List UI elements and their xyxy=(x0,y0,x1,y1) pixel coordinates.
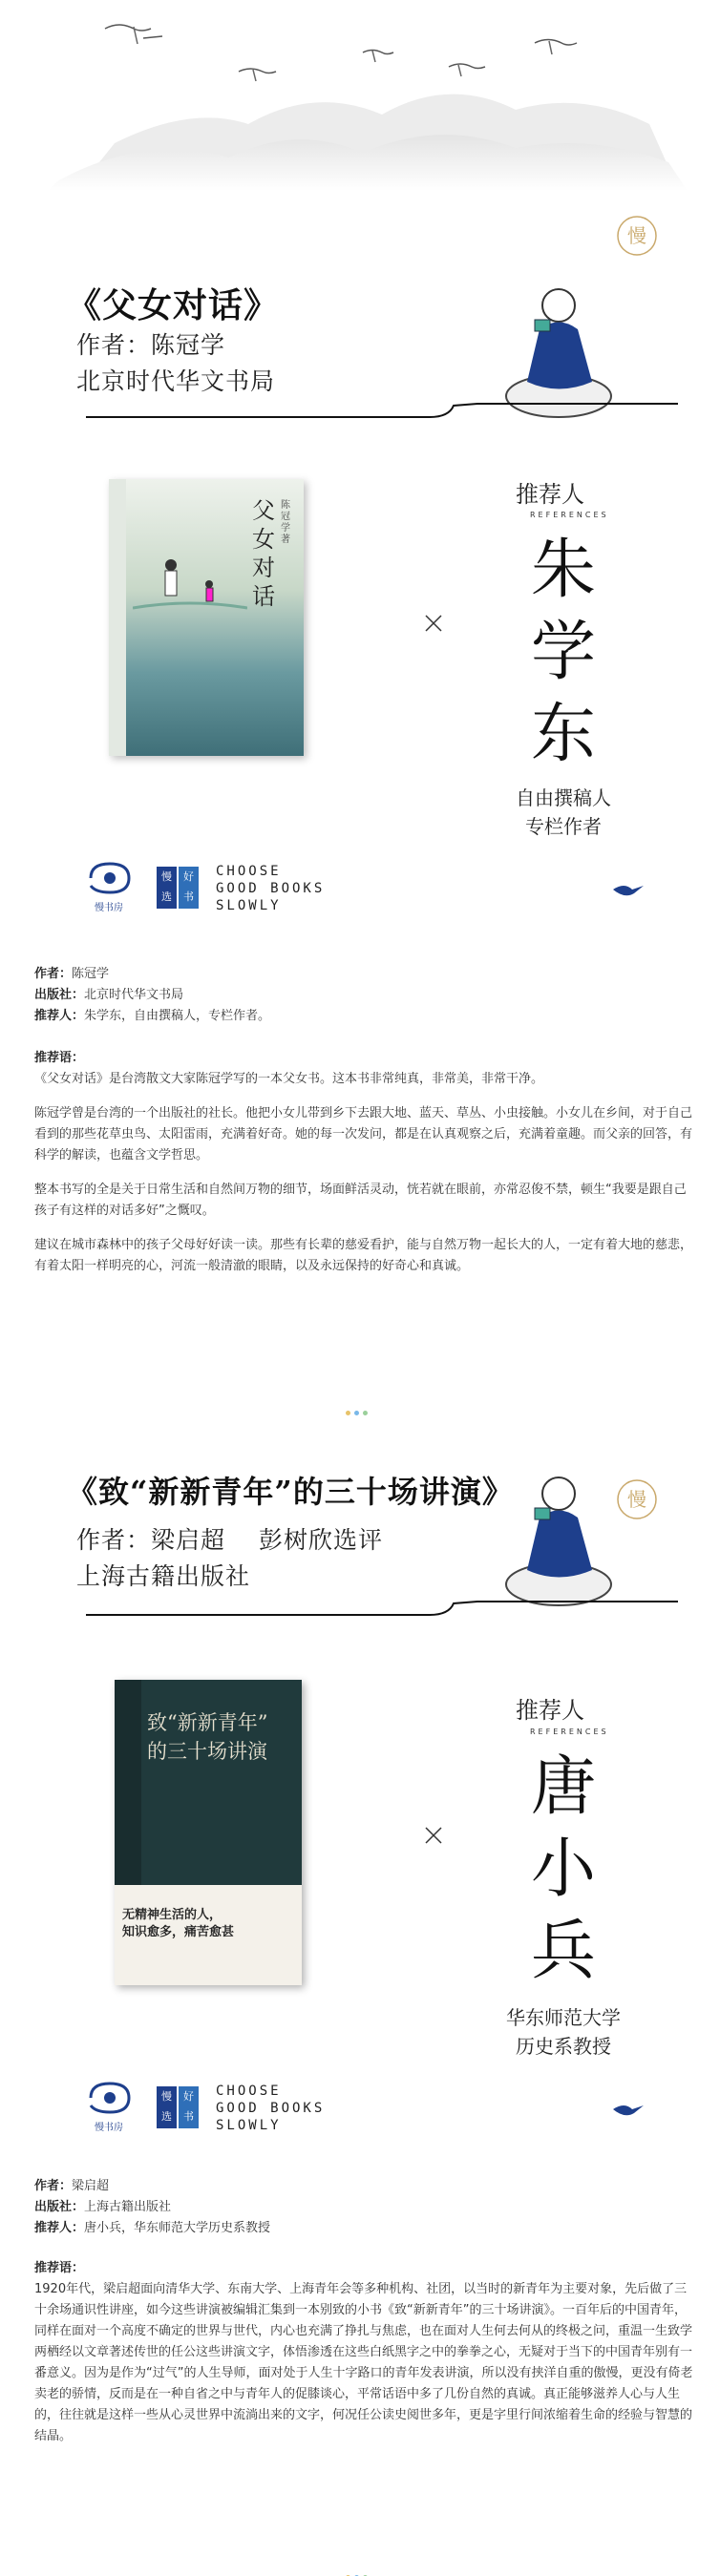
brand-seal: 慢选 好书 xyxy=(157,2086,199,2128)
recommender-title-1: 华东师范大学 xyxy=(506,2006,621,2029)
bird-icon xyxy=(611,880,646,901)
section-dots xyxy=(344,2566,370,2576)
book-title: 《父女对话》 xyxy=(67,285,280,325)
slow-book-logo xyxy=(86,2079,134,2117)
cover-title: 致“新新青年” 的三十场讲演 xyxy=(147,1711,268,1763)
brand-seal: 慢选 好书 xyxy=(157,867,199,909)
book1-info: 作者：陈冠学 出版社：北京时代华文书局 推荐人：朱学东，自由撰稿人，专栏作者。 推荐语： 《父女对话》是台湾散文大家陈冠学写的一本父女书。这本书非常纯真，非常美，非常干净。 陈冠学曾是台湾的一个出版社的社长。他把小女儿带到乡下去跟大地、蓝天、草丛、小虫接触。小女儿在乡间，对于自己看到的那些花草虫鸟、太阳雷雨，充满着好奇。她的每一次发问，都是在认真观察之后，充满着童趣。而父亲的回答，有科学的解读，也蕴含文学哲思。 整本书写的全是关于日常生活和自然间万物的细节，场面鲜活灵动，恍若就在眼前，亦常忍俊不禁，顿生“我要是跟自己孩子有这样的对话多好”之慨叹。 建议在城市森林中的孩子父母好好读一读。那些有长辈的慈爱看护，能与自然万物一起长大的人，一定有着大地的慈悲，有着太阳一样明亮的心，河流一般清澈的眼睛，以及永远保持的好奇心和真诚。 xyxy=(34,964,693,1277)
recommender-ref: REFERENCES xyxy=(530,511,609,519)
recommender-title-2: 历史系教授 xyxy=(516,2035,611,2058)
book-cover xyxy=(109,479,304,756)
cross-icon xyxy=(423,1825,444,1846)
seal-icon xyxy=(613,1476,661,1523)
cover-illustration xyxy=(133,536,247,613)
logo-name: 慢书房 xyxy=(95,2123,123,2133)
book-publisher: 北京时代华文书局 xyxy=(76,367,276,395)
crane-icon xyxy=(105,25,577,73)
recommender-label: 推荐人 xyxy=(516,1697,584,1724)
book-author: 作者：陈冠学 xyxy=(76,331,226,359)
recommender-name: 唐 小 兵 xyxy=(530,1749,596,1989)
recommender-title-2: 专栏作者 xyxy=(525,815,602,838)
slow-book-logo xyxy=(86,859,134,897)
book-card-2 xyxy=(29,1441,691,2147)
reading-figure-icon xyxy=(487,1451,630,1613)
recommender-label: 推荐人 xyxy=(516,481,584,508)
divider-line xyxy=(29,1594,691,1623)
book-cover xyxy=(115,1680,302,1985)
paragraph: 整本书写的全是关于日常生活和自然间万物的细节，场面鲜活灵动，恍若就在眼前，亦常忍俊不禁，顿生“我要是跟自己孩子有这样的对话多好”之慨叹。 xyxy=(34,1183,687,1218)
brand-slogan: CHOOSE GOOD BOOKS SLOWLY xyxy=(216,864,326,913)
paragraph: 陈冠学曾是台湾的一个出版社的社长。他把小女儿带到乡下去跟大地、蓝天、草丛、小虫接触。小女儿在乡间，对于自己看到的那些花草虫鸟、太阳雷雨，充满着好奇。她的每一次发问，都是在认真观察之后，充满着童趣。而父亲的回答，有科学的解读，也蕴含文学哲思。 xyxy=(34,1106,693,1162)
book-author: 作者：梁启超 彭树欣选评 xyxy=(76,1526,383,1554)
cross-icon xyxy=(423,613,444,634)
bird-icon xyxy=(611,2100,646,2121)
mountain-header-art xyxy=(0,0,720,220)
brand-slogan: CHOOSE GOOD BOOKS SLOWLY xyxy=(216,2084,326,2133)
cover-author: 陈冠学 著 xyxy=(281,500,290,545)
seal-icon xyxy=(613,212,661,260)
svg-text:慢: 慢 xyxy=(627,1488,646,1511)
book-title: 《致“新新青年”的三十场讲演》 xyxy=(67,1474,514,1510)
paragraph: 1920年代，梁启超面向清华大学、东南大学、上海青年会等多种机构、社团，以当时的新青年为主要对象，先后做了三十余场通识性讲座，如今这些讲演被编辑汇集到一本别致的小书《致“新新青年”的三十场讲演》。一百年后的中国青年，同样在面对一个高度不确定的世界与世代，内心也充满了挣扎与焦虑，也在面对人生何去何从的终极之问，重温一生致学两栖经以文章著述传世的任公这些讲演文字，体悟渗透在这些白纸黑字之中的拳拳之心，无疑对于当下的中国青年别有一番意义。因为是作为“过气”的人生导师，面对处于人生十字路口的青年发表讲演，所以没有挟洋自重的傲慢，更没有倚老卖老的骄情，反而是在一种自省之中与青年人的促膝谈心，平常话语中多了几份自然的真诚。真正能够滋养人心与人生的，往往就是这样一些从心灵世界中流淌出来的文字，何况任公读史阅世多年，更是字里行间浓缩着生命的经验与智慧的结晶。 xyxy=(34,2282,693,2443)
recommender-ref: REFERENCES xyxy=(530,1728,609,1736)
book-publisher: 上海古籍出版社 xyxy=(76,1562,251,1590)
svg-text:慢: 慢 xyxy=(627,224,646,247)
paragraph: 《父女对话》是台湾散文大家陈冠学写的一本父女书。这本书非常纯真，非常美，非常干净。 xyxy=(34,1072,544,1086)
paragraph: 建议在城市森林中的孩子父母好好读一读。那些有长辈的慈爱看护，能与自然万物一起长大的人，一定有着大地的慈悲，有着太阳一样明亮的心，河流一般清澈的眼睛，以及永远保持的好奇心和真诚。 xyxy=(34,1238,693,1273)
cover-slogan: 无精神生活的人， 知识愈多，痛苦愈甚 xyxy=(122,1908,235,1939)
book-card-1 xyxy=(29,220,691,911)
section-dots xyxy=(344,1401,370,1419)
recommender-name: 朱 学 东 xyxy=(530,533,596,772)
cover-title: 父女对话 xyxy=(252,497,275,610)
book2-info: 作者：梁启超 出版社：上海古籍出版社 推荐人：唐小兵，华东师范大学历史系教授 推荐语： 1920年代，梁启超面向清华大学、东南大学、上海青年会等多种机构、社团，以当时的新青年为主要对象，先后做了三十余场通识性讲座，如今这些讲演被编辑汇集到一本别致的小书《致“新新青年”的三十场讲演》。一百年后的中国青年，同样在面对一个高度不确定的世界与世代，内心也充满了挣扎与焦虑，也在面对人生何去何从的终极之问，重温一生致学两栖经以文章著述传世的任公这些讲演文字，体悟渗透在这些白纸黑字之中的拳拳之心，无疑对于当下的中国青年别有一番意义。因为是作为“过气”的人生导师，面对处于人生十字路口的青年发表讲演，所以没有挟洋自重的傲慢，更没有倚老卖老的骄情，反而是在一种自省之中与青年人的促膝谈心，平常话语中多了几份自然的真诚。真正能够滋养人心与人生的，往往就是这样一些从心灵世界中流淌出来的文字，何况任公读史阅世多年，更是字里行间浓缩着生命的经验与智慧的结晶。 xyxy=(34,2176,693,2447)
divider-line xyxy=(29,396,691,425)
recommender-title-1: 自由撰稿人 xyxy=(516,786,611,809)
logo-name: 慢书房 xyxy=(95,903,123,913)
